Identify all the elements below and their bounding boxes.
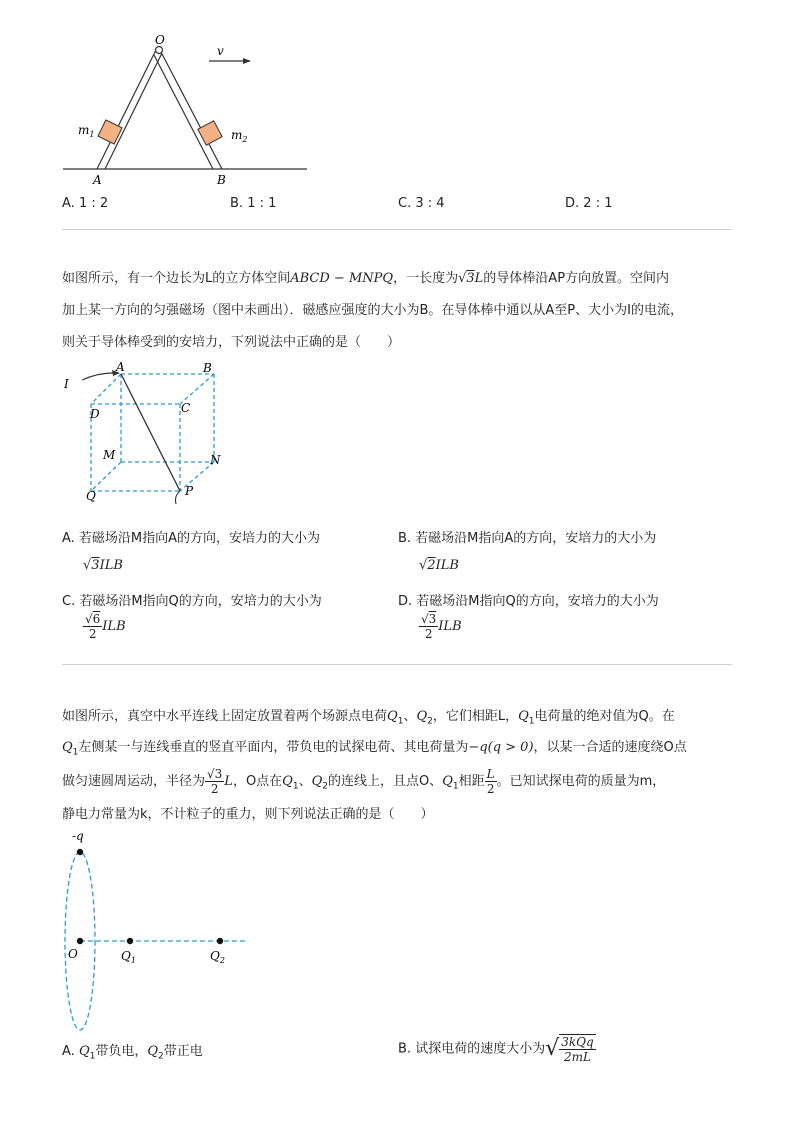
label-v: v	[217, 44, 224, 58]
q2-line-3: 则关于导体棒受到的安培力，下列说法中正确的是（ ）	[62, 335, 401, 350]
current-in-arrow	[82, 373, 118, 380]
q3-option-a[interactable]: A. $Q_1$带负电，$Q_2$带正电	[62, 1044, 203, 1062]
charges-figure	[55, 828, 255, 1033]
pivot-O	[156, 47, 163, 54]
cube-figure	[60, 360, 230, 510]
label-m1: $m_1$	[78, 123, 95, 139]
q3-line-4: 静电力常量为k，不计粒子的重力，则下列说法正确的是（ ）	[62, 807, 434, 822]
svg-text:Q2: $Q_2$	[210, 949, 225, 965]
charge-Q2	[217, 938, 223, 944]
divider	[62, 229, 732, 230]
svg-text:-q: -q	[72, 829, 84, 843]
svg-text:I: I	[64, 377, 69, 391]
svg-text:B: B	[203, 361, 212, 375]
label-m2: $m_2$	[231, 128, 248, 144]
svg-text:A: A	[116, 360, 125, 374]
q2-line-2: 加上某一方向的匀强磁场（图中未画出）．磁感应强度的大小为B。在导体棒中通以从A至P、大小为I的电流，	[62, 303, 683, 318]
q1-option-c[interactable]: C. 3 : 4	[398, 196, 445, 211]
svg-text:P: P	[185, 484, 194, 498]
charge-Q1	[127, 938, 133, 944]
q2-option-a-value: √3ILB	[83, 558, 123, 573]
q2-option-a[interactable]: A. 若磁场沿M指向A的方向，安培力的大小为	[62, 531, 321, 546]
q3-line-1: 如图所示，真空中水平连线上固定放置着两个场源点电荷$Q_1$、$Q_2$，它们相距L，$Q_1$电荷量的绝对值为Q。在	[62, 709, 675, 727]
label-A: A	[93, 173, 102, 187]
svg-text:M: M	[103, 448, 116, 462]
svg-text:Q: Q	[86, 489, 96, 503]
conductor-rod	[121, 374, 180, 491]
svg-text:Q1: $Q_1$	[121, 949, 136, 965]
q2-option-c[interactable]: C. 若磁场沿M指向Q的方向，安培力的大小为	[62, 594, 322, 609]
q3-line-2: $Q_1$左侧某一与连线垂直的竖直平面内，带负电的试探电荷、其电荷量为−q(q > 0)，以某一合适的速度绕O点	[62, 740, 687, 758]
incline-figure	[55, 28, 315, 188]
q1-option-d[interactable]: D. 2 : 1	[565, 196, 613, 211]
q2-line-1: 如图所示，有一个边长为L的立方体空间ABCD − MNPQ，一长度为√3L的导体棒沿AP方向放置。空间内	[62, 271, 670, 286]
q3-option-b[interactable]: B. 试探电荷的速度大小为√ $\frac{\text{3kQq}}{2mL}$	[398, 1035, 594, 1064]
label-B: B	[217, 173, 226, 187]
svg-text:D: D	[90, 407, 100, 421]
point-O	[77, 938, 83, 944]
test-charge	[77, 849, 83, 855]
label-O: O	[155, 33, 165, 47]
divider	[62, 664, 732, 665]
q1-option-a[interactable]: A. 1 : 2	[62, 196, 109, 211]
q3-line-3: 做匀速圆周运动，半径为 $\frac{√3}{2}$ L，O点在$Q_1$、$Q_2$的连线上，且点O、$Q_1$相距 $\frac{L}{2}$ 。已知试探电荷的质量为m，	[62, 767, 666, 796]
svg-text:C: C	[181, 401, 191, 415]
svg-text:N: N	[210, 453, 221, 467]
q1-option-b[interactable]: B. 1 : 1	[230, 196, 277, 211]
q2-option-d[interactable]: D. 若磁场沿M指向Q的方向，安培力的大小为	[398, 594, 659, 609]
svg-text:O: O	[68, 947, 78, 961]
q2-option-d-value: $\frac{√3}{2}$ ILB	[421, 612, 462, 641]
q2-option-b-value: √2ILB	[419, 558, 459, 573]
q2-option-b[interactable]: B. 若磁场沿M指向A的方向，安培力的大小为	[398, 531, 657, 546]
block-m2	[198, 121, 222, 145]
q2-option-c-value: $\frac{√6}{2}$ ILB	[85, 612, 126, 641]
